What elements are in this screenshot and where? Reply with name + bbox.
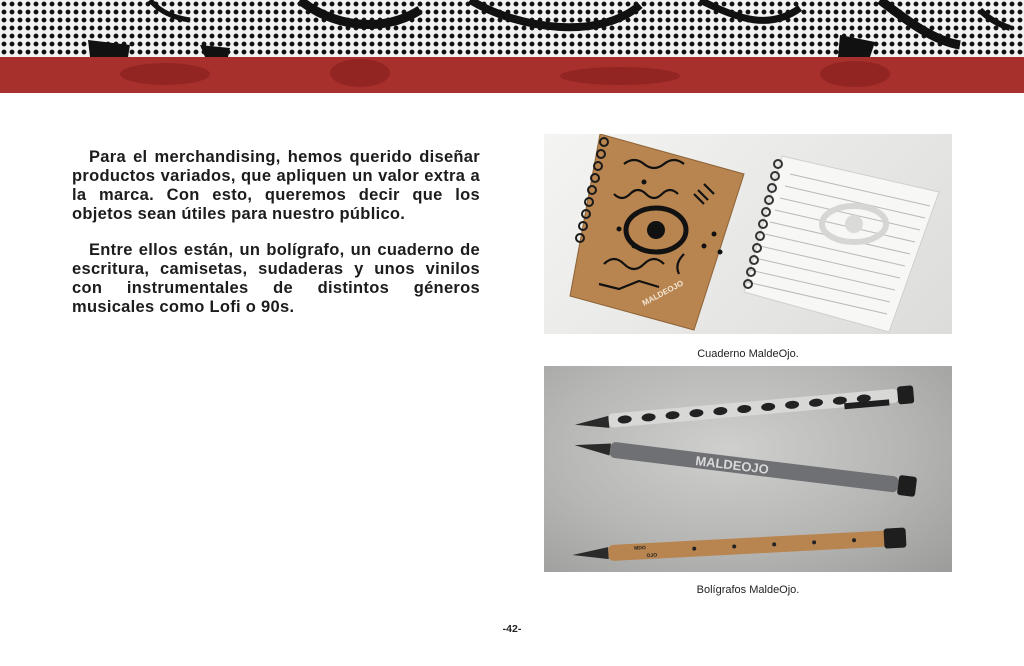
halftone-illustration [0, 0, 1024, 57]
pen-grey [573, 435, 917, 497]
kraft-notebook [570, 134, 744, 330]
page-number: -42- [502, 623, 522, 635]
pen-kraft [572, 528, 907, 565]
pen-mark-ojo: OJO [646, 552, 658, 560]
body-text [72, 148, 480, 334]
pens-caption: Bolígrafos MaldeOjo. [696, 584, 800, 596]
pen-eyes [574, 385, 914, 433]
notebook-caption: Cuaderno MaldeOjo. [697, 348, 799, 360]
notebook-brand-text: MALDEOJO [640, 278, 685, 308]
header-decoration [0, 0, 1024, 93]
pen-mark-mdo: MDO [634, 545, 647, 552]
red-band [0, 57, 1024, 93]
pens-image [544, 366, 952, 572]
pen-brand-text: MALDEOJO [694, 453, 770, 477]
notebook-image [544, 134, 952, 334]
paragraph-products: Entre ellos están, un bolígrafo, un cuaderno de escritura, camisetas, sudaderas y unos vinilos con instrumentales de distintos géneros musicales como Lofi o 90s. [72, 241, 480, 316]
ink-strokes [0, 0, 1024, 57]
white-notebook [744, 156, 939, 332]
paragraph-intro: Para el merchandising, hemos querido diseñar productos variados, que apliquen un valor extra a la marca. Con esto, queremos decir que los objetos sean útiles para nuestro público. [72, 148, 480, 223]
